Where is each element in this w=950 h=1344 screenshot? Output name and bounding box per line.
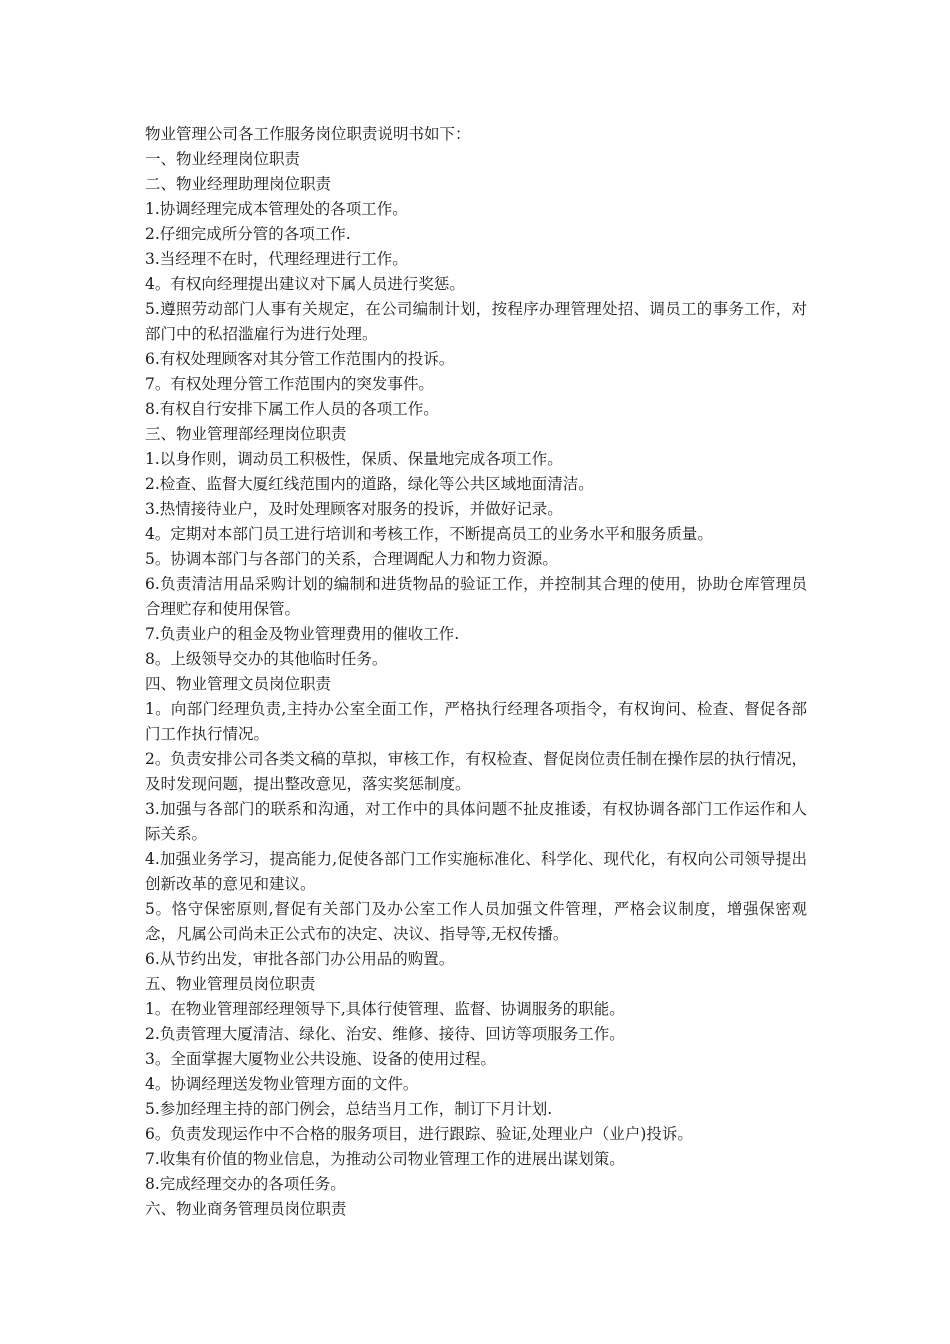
paragraph: 3.加强与各部门的联系和沟通，对工作中的具体问题不扯皮推诿，有权协调各部门工作运作和人际关系。	[145, 800, 807, 843]
paragraph: 1.协调经理完成本管理处的各项工作。	[145, 200, 408, 218]
paragraph: 2.检查、监督大厦红线范围内的道路，绿化等公共区域地面清洁。	[145, 475, 594, 493]
paragraph: 三、物业管理部经理岗位职责	[145, 425, 347, 443]
paragraph: 四、物业管理文员岗位职责	[145, 675, 332, 693]
paragraph: 7.收集有价值的物业信息，为推动公司物业管理工作的进展出谋划策。	[145, 1150, 625, 1168]
paragraph: 二、物业经理助理岗位职责	[145, 175, 332, 193]
paragraph-list	[145, 147, 807, 1222]
paragraph: 3。全面掌握大厦物业公共设施、设备的使用过程。	[145, 1050, 496, 1068]
paragraph: 6.有权处理顾客对其分管工作范围内的投诉。	[145, 350, 455, 368]
paragraph: 2.负责管理大厦清洁、绿化、治安、维修、接待、回访等项服务工作。	[145, 1025, 625, 1043]
paragraph: 4。协调经理送发物业管理方面的文件。	[145, 1075, 419, 1093]
paragraph: 6.从节约出发，审批各部门办公用品的购置。	[145, 950, 455, 968]
paragraph: 8.有权自行安排下属工作人员的各项工作。	[145, 400, 439, 418]
paragraph: 4。有权向经理提出建议对下属人员进行奖惩。	[145, 275, 465, 293]
paragraph: 2.仔细完成所分管的各项工作.	[145, 225, 351, 243]
paragraph: 6.负责清洁用品采购计划的编制和进货物品的验证工作，并控制其合理的使用，协助仓库管理员合理贮存和使用保管。	[145, 575, 807, 618]
document-body	[145, 122, 807, 1222]
paragraph: 4.加强业务学习，提高能力,促使各部门工作实施标准化、科学化、现代化，有权向公司领导提出创新改革的意见和建议。	[145, 850, 807, 893]
paragraph: 一、物业经理岗位职责	[145, 150, 301, 168]
paragraph: 5.参加经理主持的部门例会，总结当月工作，制订下月计划.	[145, 1100, 553, 1118]
paragraph: 1。在物业管理部经理领导下,具体行使管理、监督、协调服务的职能。	[145, 1000, 625, 1018]
paragraph: 2。负责安排公司各类文稿的草拟，审核工作，有权检查、督促岗位责任制在操作层的执行情况，及时发现问题，提出整改意见，落实奖惩制度。	[145, 750, 807, 793]
paragraph: 7.负责业户的租金及物业管理费用的催收工作.	[145, 625, 460, 643]
paragraph: 6。负责发现运作中不合格的服务项目，进行跟踪、验证,处理业户（业户)投诉。	[145, 1125, 693, 1143]
paragraph: 五、物业管理员岗位职责	[145, 975, 316, 993]
paragraph: 5。协调本部门与各部门的关系，合理调配人力和物力资源。	[145, 550, 558, 568]
paragraph: 5。恪守保密原则,督促有关部门及办公室工作人员加强文件管理，严格会议制度，增强保密观念，凡属公司尚未正公式布的决定、决议、指导等,无权传播。	[145, 900, 807, 943]
document-title: 物业管理公司各工作服务岗位职责说明书如下：	[145, 125, 471, 143]
paragraph: 六、物业商务管理员岗位职责	[145, 1200, 347, 1218]
paragraph: 1.以身作则，调动员工积极性，保质、保量地完成各项工作。	[145, 450, 563, 468]
paragraph: 7。有权处理分管工作范围内的突发事件。	[145, 375, 434, 393]
paragraph: 1。向部门经理负责,主持办公室全面工作，严格执行经理各项指令，有权询问、检查、督促各部门工作执行情况。	[145, 700, 807, 743]
paragraph: 8。上级领导交办的其他临时任务。	[145, 650, 388, 668]
paragraph: 3.热情接待业户，及时处理顾客对服务的投诉，并做好记录。	[145, 500, 563, 518]
paragraph: 4。定期对本部门员工进行培训和考核工作，不断提高员工的业务水平和服务质量。	[145, 525, 713, 543]
paragraph: 5.遵照劳动部门人事有关规定，在公司编制计划，按程序办理管理处招、调员工的事务工作，对部门中的私招滥雇行为进行处理。	[145, 300, 807, 343]
paragraph: 3.当经理不在时，代理经理进行工作。	[145, 250, 408, 268]
paragraph: 8.完成经理交办的各项任务。	[145, 1175, 346, 1193]
